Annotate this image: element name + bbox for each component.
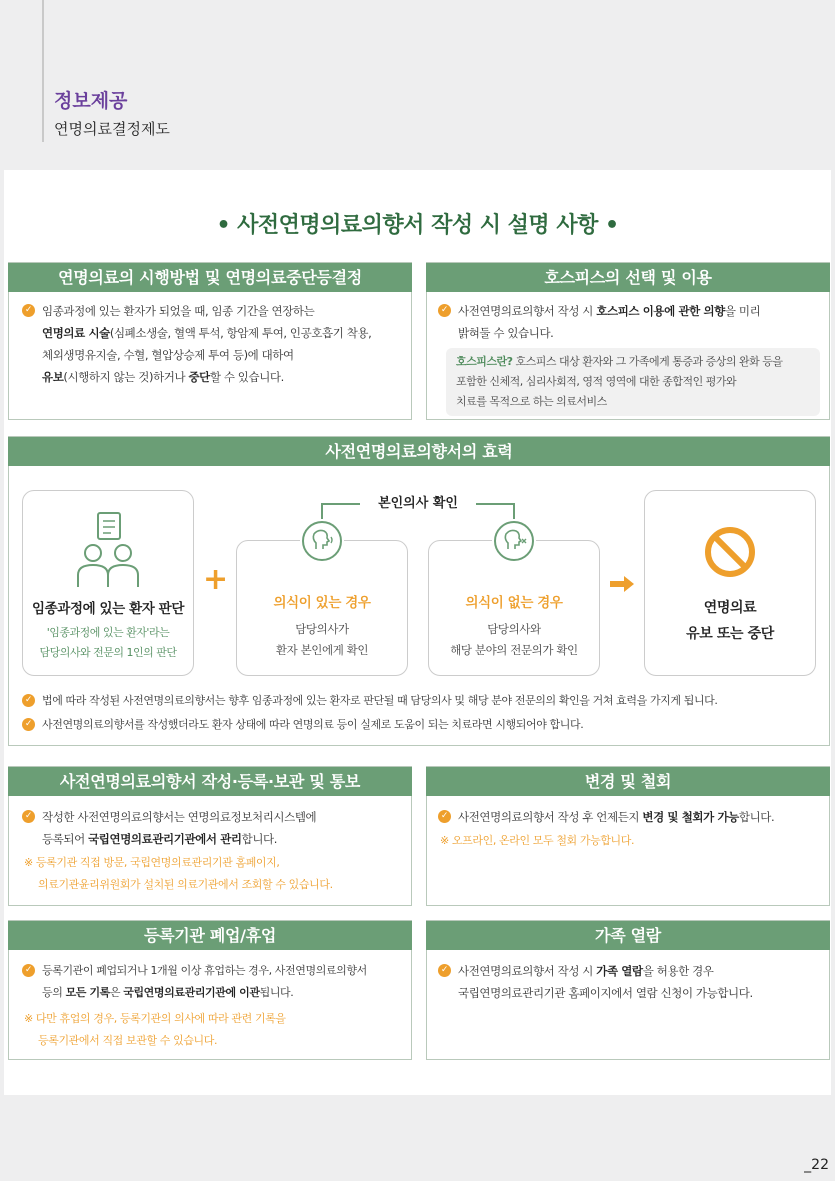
check-icon: ✓ — [22, 694, 35, 707]
check-icon: ✓ — [438, 964, 451, 977]
check-icon: ✓ — [22, 304, 35, 317]
closure-header: 등록기관 폐업/휴업 — [8, 921, 412, 950]
method-item: ✓ 임종과정에 있는 환자가 되었을 때, 임종 기간을 연장하는 연명의료 시술(심폐소생술, 혈액 투석, 항암제 투여, 인공호흡기 착용, 체외생명유지술, 수혈, 혈압상승제 투여 등)에 대하여 유보(시행하지 않는 것)하거나 중단할 수 있습니다. — [22, 300, 412, 388]
effect-header: 사전연명의료의향서의 효력 — [8, 437, 830, 466]
family-header: 가족 열람 — [426, 921, 830, 950]
effect-note-2: ✓ 사전연명의료의향서를 작성했더라도 환자 상태에 따라 연명의료 등이 실제로 도움이 되는 치료라면 시행되어야 합니다. — [22, 714, 828, 736]
card-result — [644, 490, 816, 676]
card1-sub1: '임종과정에 있는 환자'라는 — [46, 626, 170, 639]
check-icon: ✓ — [438, 304, 451, 317]
unconscious-head-icon — [492, 519, 536, 563]
change-note: ※ 오프라인, 온라인 모두 철회 가능합니다. — [440, 834, 635, 847]
method-header: 연명의료의 시행방법 및 연명의료중단등결정 — [8, 263, 412, 292]
arrow-right-icon — [608, 574, 636, 594]
change-item: ✓ 사전연명의료의향서 작성 후 언제든지 변경 및 철회가 가능합니다. — [438, 806, 828, 828]
card-dying-judgment — [22, 490, 194, 676]
margin-rule — [42, 0, 44, 142]
card3-title: 의식이 없는 경우 — [465, 595, 563, 611]
medical-team-icon — [68, 509, 148, 589]
closure-note: ※ 다만 휴업의 경우, 등록기관의 의사에 따라 관련 기록을 등록기관에서 직접 보관할 수 있습니다. — [24, 1012, 286, 1047]
check-icon: ✓ — [22, 718, 35, 731]
section-subtitle: 연명의료결정제도 — [54, 120, 170, 138]
card1-title: 임종과정에 있는 환자 판단 — [32, 601, 184, 617]
hospice-definition: 호스피스란? 호스피스 대상 환자와 그 가족에게 통증과 증상의 완화 등을 포함한 신체적, 심리사회적, 영적 영역에 대한 종합적인 평가와 치료를 목적으로 하는 의료서비스 — [446, 348, 820, 416]
check-icon: ✓ — [22, 810, 35, 823]
self-intent-label: 본인의사 확인 — [360, 492, 476, 511]
register-header: 사전연명의료의향서 작성·등록·보관 및 통보 — [8, 767, 412, 796]
effect-note-1: ✓ 법에 따라 작성된 사전연명의료의향서는 향후 임종과정에 있는 환자로 판단될 때 담당의사 및 해당 분야 전문의의 확인을 거쳐 효력을 가지게 됩니다. — [22, 690, 828, 712]
change-header: 변경 및 철회 — [426, 767, 830, 796]
card2-sub1: 담당의사가 — [295, 622, 349, 636]
main-title: • 사전연명의료의향서 작성 시 설명 사항 • — [216, 213, 619, 238]
prohibited-icon — [703, 525, 757, 579]
check-icon: ✓ — [438, 810, 451, 823]
hospice-header: 호스피스의 선택 및 이용 — [426, 263, 830, 292]
section-title: 정보제공 — [54, 90, 128, 112]
card-unconscious — [428, 540, 600, 676]
card4-line2: 유보 또는 중단 — [686, 626, 774, 642]
register-note: ※ 등록기관 직접 방문, 국립연명의료관리기관 홈페이지, 의료기관윤리위원회가 설치된 의료기관에서 조회할 수 있습니다. — [24, 856, 333, 891]
card2-sub2: 환자 본인에게 확인 — [275, 643, 369, 657]
card3-sub2: 해당 분야의 전문의가 확인 — [450, 643, 578, 657]
closure-item: ✓ 등록기관이 폐업되거나 1개월 이상 휴업하는 경우, 사전연명의료의향서 등의 모든 기록은 국립연명의료관리기관에 이관됩니다. — [22, 960, 412, 1004]
family-item: ✓ 사전연명의료의향서 작성 시 가족 열람을 허용한 경우 국립연명의료관리기관 홈페이지에서 열람 신청이 가능합니다. — [438, 960, 828, 1004]
speaking-head-icon — [300, 519, 344, 563]
card2-title: 의식이 있는 경우 — [273, 595, 371, 611]
hospice-item: ✓ 사전연명의료의향서 작성 시 호스피스 이용에 관한 의향을 미리 밝혀둘 수 있습니다. — [438, 300, 824, 344]
card4-line1: 연명의료 — [703, 600, 757, 616]
check-icon: ✓ — [22, 964, 35, 977]
card-conscious — [236, 540, 408, 676]
card1-sub2: 담당의사와 전문의 1인의 판단 — [39, 646, 177, 659]
register-item: ✓ 작성한 사전연명의료의향서는 연명의료정보처리시스템에 등록되어 국립연명의료관리기관에서 관리합니다. — [22, 806, 412, 850]
plus-sign: + — [203, 562, 229, 597]
card3-sub1: 담당의사와 — [487, 622, 541, 636]
page-number: _22 — [804, 1157, 829, 1173]
